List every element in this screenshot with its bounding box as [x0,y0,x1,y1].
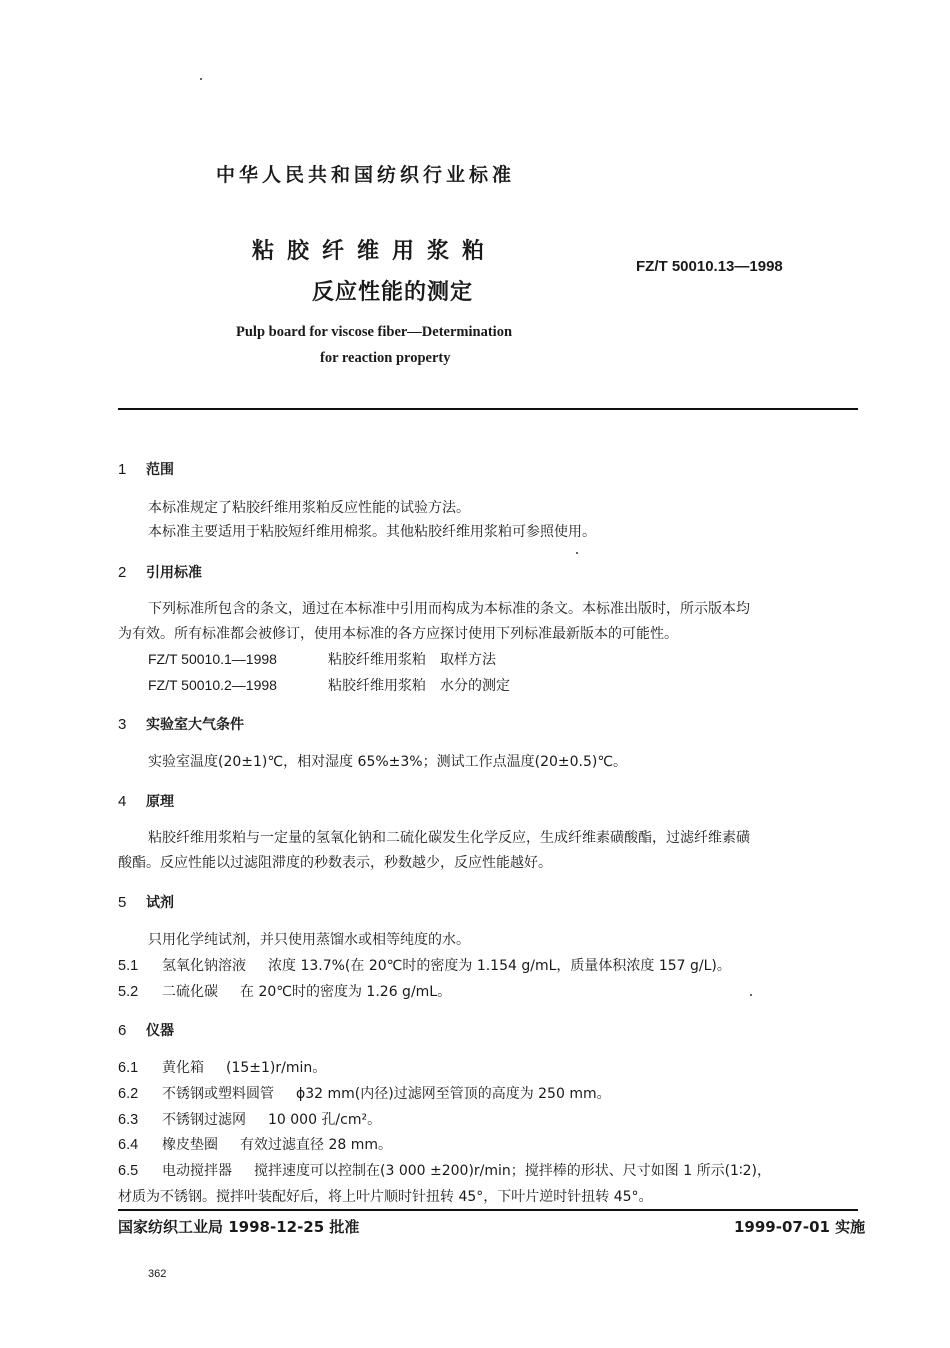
section-number: 4 [118,793,127,810]
item-text: 搅拌速度可以控制在(3 000 ±200)r/min；搅拌棒的形状、尺寸如图 1 所示(1∶2)， [254,1163,771,1179]
reference-code: FZ/T 50010.1—1998 [148,651,277,667]
scan-speck [576,552,578,554]
section-2-heading [118,562,202,582]
item-number: 6.4 [118,1137,139,1153]
reference-code: FZ/T 50010.2—1998 [148,677,277,693]
section-6-heading [118,1020,174,1040]
section-title: 范围 [146,462,174,478]
header-rule [118,408,858,410]
section-5-para: 只用化学纯试剂，并只使用蒸馏水或相等纯度的水。 [148,932,470,948]
section-number: 6 [118,1022,127,1039]
item-number: 5.2 [118,984,139,1000]
item-text: 有效过滤直径 28 mm。 [240,1137,392,1153]
item-text: 10 000 孔/cm²。 [268,1112,382,1128]
section-number: 5 [118,894,127,911]
reference-title: 粘胶纤维用浆粕 水分的测定 [328,678,510,694]
page-number: 362 [148,1268,167,1280]
item-name: 二硫化碳 [162,984,218,1000]
section-1-para1: 本标准规定了粘胶纤维用浆粕反应性能的试验方法。 [148,500,470,516]
standard-number: FZ/T 50010.13—1998 [636,258,783,275]
section-4-heading [118,791,174,811]
item-number: 6.5 [118,1163,139,1179]
item-name: 橡皮垫圈 [162,1137,218,1153]
reagent-item [118,981,451,1001]
reference-title: 粘胶纤维用浆粕 取样方法 [328,652,496,668]
approval-date: 国家纺织工业局 1998-12-25 批准 [118,1218,360,1236]
section-3-para: 实验室温度(20±1)℃，相对湿度 65%±3%；测试工作点温度(20±0.5)℃。 [148,754,628,770]
english-title-line1: Pulp board for viscose fiber—Determination [236,324,513,340]
section-number: 2 [118,564,127,581]
org-title: 中华人民共和国纺织行业标准 [216,164,516,186]
apparatus-item [118,1109,381,1129]
section-title: 原理 [146,794,174,810]
section-title: 实验室大气条件 [146,717,244,733]
apparatus-item [118,1057,326,1077]
section-title: 试剂 [146,895,174,911]
apparatus-item [118,1160,771,1180]
section-number: 3 [118,716,127,733]
item-text: 浓度 13.7%(在 20℃时的密度为 1.154 g/mL，质量体积浓度 157 g/L)。 [268,958,731,974]
item-name: 不锈钢过滤网 [162,1112,246,1128]
item-number: 6.2 [118,1086,139,1102]
reagent-item [118,955,731,975]
reference-item [148,675,510,695]
section-2-para-line2: 为有效。所有标准都会被修订，使用本标准的各方应探讨使用下列标准最新版本的可能性。 [118,626,678,642]
item-number: 5.1 [118,958,139,974]
section-2-para-line1: 下列标准所包含的条文，通过在本标准中引用而构成为本标准的条文。本标准出版时，所示版本均 [148,601,750,617]
scan-speck [200,78,202,80]
effective-date: 1999-07-01 实施 [734,1218,866,1236]
doc-title-line2: 反应性能的测定 [312,280,474,305]
item-name: 氢氧化钠溶液 [162,958,246,974]
item-number: 6.1 [118,1060,139,1076]
apparatus-item [118,1083,611,1103]
item-name: 电动搅拌器 [162,1163,232,1179]
item-name: 黄化箱 [162,1060,204,1076]
section-5-heading [118,892,174,912]
section-4-para-line2: 酸酯。反应性能以过滤阻滞度的秒数表示，秒数越少，反应性能越好。 [118,855,552,871]
item-number: 6.3 [118,1112,139,1128]
reference-item [148,649,496,669]
section-number: 1 [118,461,127,478]
item-text: 在 20℃时的密度为 1.26 g/mL。 [240,984,452,1000]
section-title: 仪器 [146,1023,174,1039]
section-title: 引用标准 [146,565,202,581]
section-1-heading [118,459,174,479]
item-text: ϕ32 mm(内径)过滤网至管顶的高度为 250 mm。 [296,1086,611,1102]
apparatus-continuation: 材质为不锈钢。搅拌叶装配好后，将上叶片顺时针扭转 45°，下叶片逆时针扭转 45°。 [118,1189,653,1205]
item-name: 不锈钢或塑料圆管 [162,1086,274,1102]
footer-rule [118,1209,858,1211]
item-text: (15±1)r/min。 [226,1060,327,1076]
english-title-line2: for reaction property [320,350,451,366]
section-4-para-line1: 粘胶纤维用浆粕与一定量的氢氧化钠和二硫化碳发生化学反应，生成纤维素磺酸酯，过滤纤维素磺 [148,830,750,846]
section-3-heading [118,714,244,734]
scan-speck [750,994,752,996]
section-1-para2: 本标准主要适用于粘胶短纤维用棉浆。其他粘胶纤维用浆粕可参照使用。 [148,524,596,540]
doc-title-line1: 粘胶纤维用浆粕 [252,239,498,264]
apparatus-item [118,1134,392,1154]
